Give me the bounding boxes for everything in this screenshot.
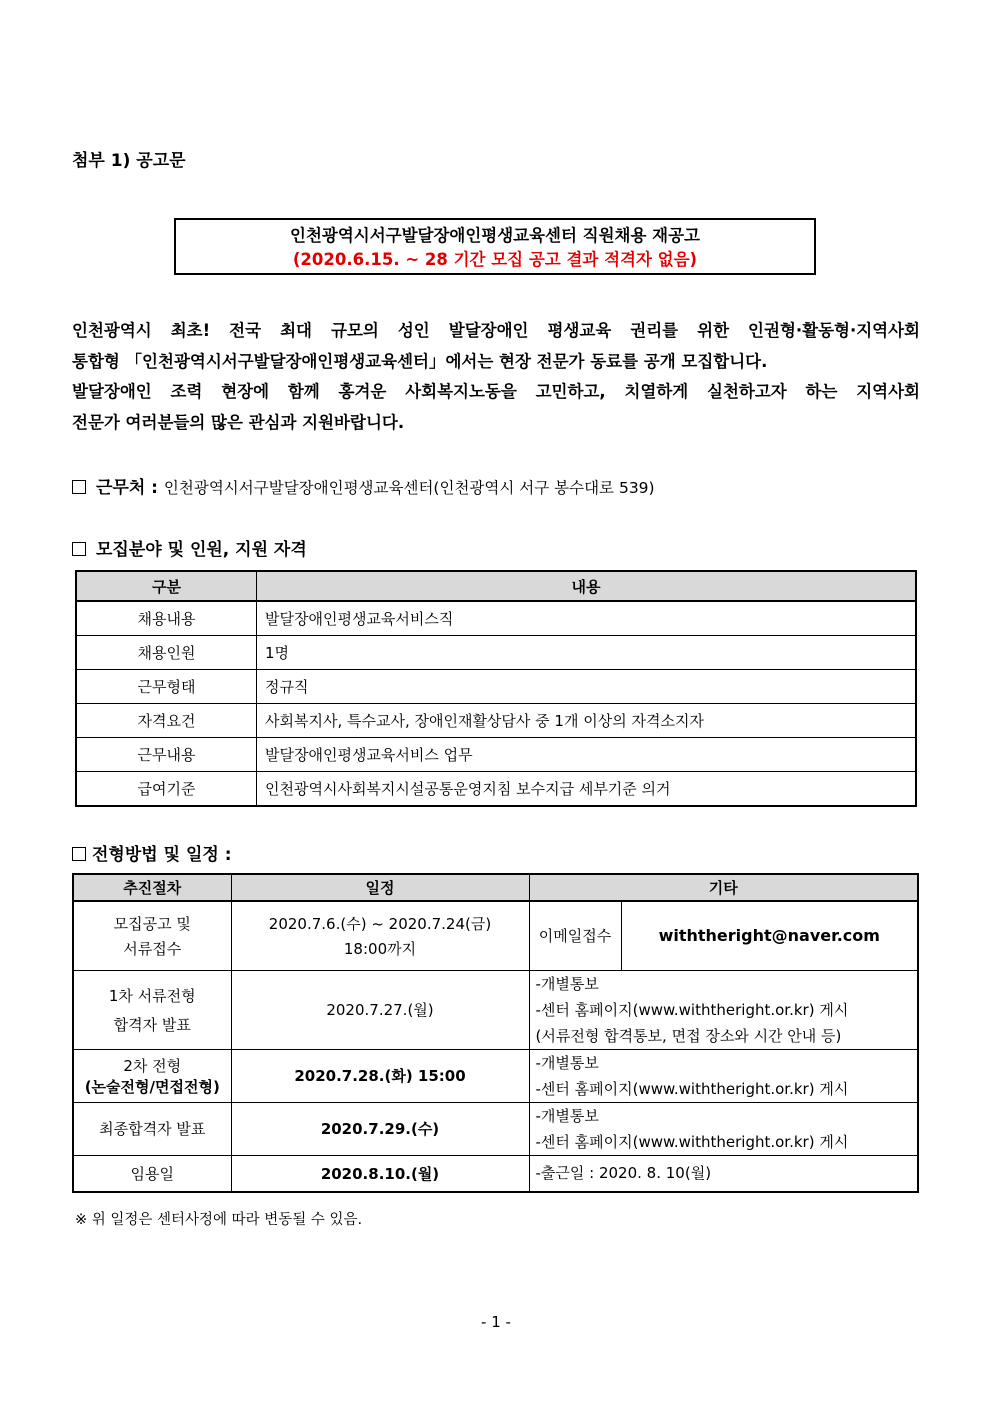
step-text: (논술전형/면접전형) [84,1077,220,1096]
etc-cell [529,1102,918,1155]
intro-paragraph [72,316,920,438]
step-text: 모집공고 및 [113,914,191,933]
step-cell: 최종합격자 발표 [73,1102,231,1155]
table-row [73,970,918,1049]
date-cell: 2020.8.10.(월) [231,1155,529,1192]
table-row [76,601,916,636]
row-value: 사회복지사, 특수교사, 장애인재활상담사 중 1개 이상의 자격소지자 [257,704,917,738]
recruit-table [75,570,917,807]
process-section-heading [72,840,232,865]
etc-cell [529,1049,918,1102]
checkbox-square-icon [72,542,86,556]
row-label: 근무형태 [76,670,257,704]
header-cell: 내용 [257,571,917,601]
etc-text: -센터 홈페이지(www.withtheright.or.kr) 게시 [535,1000,849,1019]
checkbox-square-icon [72,480,86,494]
row-value: 발달장애인평생교육서비스직 [257,601,917,636]
row-value: 1명 [257,636,917,670]
table-row [76,738,916,772]
step-text: 서류접수 [123,939,182,958]
etc-cell [529,970,918,1049]
process-table [72,873,919,1193]
row-label: 채용인원 [76,636,257,670]
step-cell: 임용일 [73,1155,231,1192]
step-cell [73,901,231,970]
title-line2: (2020.6.15. ~ 28 기간 모집 공고 결과 적격자 없음) [292,250,698,269]
table-header-row [76,571,916,601]
table-row [73,1155,918,1192]
schedule-note: ※ 위 일정은 센터사정에 따라 변동될 수 있음. [75,1212,363,1228]
header-cell: 기타 [529,874,918,901]
workplace-value: 인천광역시서구발달장애인평생교육센터(인천광역시 서구 봉수대로 539) [163,479,655,497]
email-address: withtheright@naver.com [621,901,918,970]
table-header-row [73,874,918,901]
row-value: 발달장애인평생교육서비스 업무 [257,738,917,772]
title-line1: 인천광역시서구발달장애인평생교육센터 직원채용 재공고 [290,226,700,245]
recruit-section-heading [72,535,307,560]
row-value: 정규직 [257,670,917,704]
workplace-heading: 근무처 : [96,478,158,498]
intro-line: 인천광역시 최초! 전국 최대 규모의 성인 발달장애인 평생교육 권리를 위한 인권형·활동형·지역사회 [72,321,920,340]
table-row [73,1102,918,1155]
date-cell: 2020.7.28.(화) 15:00 [231,1049,529,1102]
header-cell: 추진절차 [73,874,231,901]
date-text: 18:00까지 [343,939,417,958]
header-cell: 구분 [76,571,257,601]
date-text: 2020.7.6.(수) ~ 2020.7.24(금) [268,914,492,933]
etc-cell: -출근일 : 2020. 8. 10(월) [529,1155,918,1192]
table-row [76,670,916,704]
etc-text: (서류전형 합격통보, 면접 장소와 시간 안내 등) [535,1026,842,1045]
checkbox-square-icon [72,847,86,861]
etc-text: -개별통보 [535,974,599,993]
row-label: 급여기준 [76,772,257,807]
row-label: 채용내용 [76,601,257,636]
etc-text: -센터 홈페이지(www.withtheright.or.kr) 게시 [535,1079,849,1098]
date-cell [231,901,529,970]
table-row [76,636,916,670]
etc-text: -개별통보 [535,1053,599,1072]
step-cell [73,970,231,1049]
step-text: 2차 전형 [123,1056,182,1075]
row-value: 인천광역시사회복지시설공통운영지침 보수지급 세부기준 의거 [257,772,917,807]
date-cell: 2020.7.29.(수) [231,1102,529,1155]
step-text: 합격자 발표 [113,1015,191,1034]
row-label: 자격요건 [76,704,257,738]
table-row [76,772,916,807]
intro-line: 전문가 여러분들의 많은 관심과 지원바랍니다. [72,412,405,432]
email-label-cell: 이메일접수 [529,901,621,970]
header-cell: 일정 [231,874,529,901]
recruit-heading: 모집분야 및 인원, 지원 자격 [96,540,307,560]
step-text: 1차 서류전형 [108,986,196,1005]
title-box [174,218,816,275]
table-row [73,901,918,970]
intro-line: 통합형 「인천광역시서구발달장애인평생교육센터」에서는 현장 전문가 동료를 공개 모집합니다. [72,351,768,371]
workplace-section [72,473,655,498]
date-cell: 2020.7.27.(월) [231,970,529,1049]
page-number: - 1 - [481,1313,511,1331]
table-row [76,704,916,738]
etc-text: -개별통보 [535,1106,599,1125]
row-label: 근무내용 [76,738,257,772]
attachment-label: 첨부 1) 공고문 [72,151,186,171]
table-row [73,1049,918,1102]
intro-line: 발달장애인 조력 현장에 함께 홍겨운 사회복지노동을 고민하고, 치열하게 실천하고자 하는 지역사회 [72,382,920,401]
step-cell [73,1049,231,1102]
etc-text: -센터 홈페이지(www.withtheright.or.kr) 게시 [535,1132,849,1151]
process-heading: 전형방법 및 일정 : [92,845,232,865]
